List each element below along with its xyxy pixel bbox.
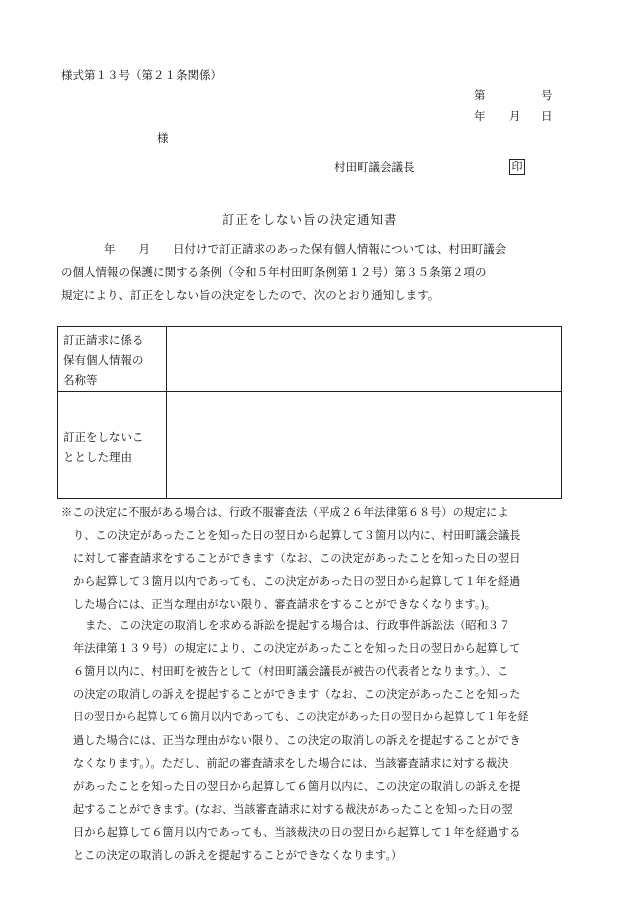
- note-line: した場合には、正当な理由がない限り、審査請求をすることができなくなります。)。: [73, 598, 496, 611]
- row1-label: [63, 330, 144, 390]
- note-line: 年法律第１３９号）の規定により、この決定があったことを知った日の翌日から起算して: [73, 642, 521, 655]
- row1-label-line: 訂正請求に係る: [63, 333, 144, 347]
- date-month: 月: [509, 109, 521, 123]
- row2-label-line: 訂正をしないこ: [63, 430, 144, 444]
- intro-paragraph: [61, 238, 561, 307]
- intro-line: 年 月 日付けで訂正請求のあった保有個人情報については、村田町議会: [104, 242, 507, 256]
- date-year: 年: [474, 109, 486, 123]
- row1-label-line: 名称等: [63, 373, 98, 387]
- row1-label-line: 保有個人情報の: [63, 353, 144, 367]
- note-line: から起算して３箇月以内であっても、この決定があった日の翌日から起算して１年を経過: [73, 575, 521, 588]
- note-line: 過した場合には、正当な理由がない限り、この決定の取消しの訴えを提起することができ: [73, 734, 521, 747]
- note-line: なくなります。）。ただし、前記の審査請求をした場合には、当該審査請求に対する裁決: [73, 757, 509, 770]
- seal-mark: 印: [509, 159, 525, 175]
- table-divider: [166, 327, 167, 498]
- note-line: 起することができます。(なお、当該審査請求に対する裁決があったことを知った日の翌: [73, 803, 513, 816]
- document-title: 訂正をしない旨の決定通知書: [222, 212, 398, 227]
- note-lawsuit: [61, 614, 528, 867]
- note-line: また、この決定の取消しを求める訴訟を提起する場合は、行政事件訴訟法（昭和３７: [85, 619, 511, 632]
- note-line: ※この決定に不服がある場合は、行政不服審査法（平成２６年法律第６８号）の規定によ: [61, 506, 509, 519]
- row2-label: [63, 427, 144, 467]
- info-table: [57, 326, 562, 499]
- note-line: とこの決定の取消しの訴えを提起することができなくなります。）: [73, 849, 403, 862]
- intro-line: の個人情報の保護に関する条例（令和５年村田町条例第１２号）第３５条第２項の: [61, 265, 487, 279]
- number-suffix: 号: [541, 88, 553, 102]
- date-day: 日: [541, 109, 553, 123]
- form-number: 様式第１３号（第２１条関係）: [61, 68, 222, 82]
- note-line: 日の翌日から起算して６箇月以内であっても、この決定があった日の翌日から起算して１年を経: [73, 711, 529, 723]
- note-appeal: [61, 501, 520, 616]
- intro-line: 規定により、訂正をしない旨の決定をしたので、次のとおり通知します。: [61, 288, 440, 302]
- note-line: ６箇月以内に、村田町を被告として（村田町議会議長が被告の代表者となります。）、こ: [73, 665, 509, 678]
- addressee-suffix: 様: [157, 131, 169, 145]
- note-line: の決定の取消しの訴えを提起することができます（なお、この決定があったことを知った: [73, 688, 521, 701]
- number-prefix: 第: [474, 88, 486, 102]
- note-line: 日から起算して６箇月以内であっても、当該裁決の日の翌日から起算して１年を経過する: [73, 826, 521, 839]
- row2-label-line: ととした理由: [63, 450, 132, 464]
- issuer: 村田町議会議長: [334, 160, 415, 174]
- note-line: り、この決定があったことを知った日の翌日から起算して３箇月以内に、村田町議会議長: [73, 529, 521, 542]
- note-line: があったことを知った日の翌日から起算して６箇月以内に、この決定の取消しの訴えを提: [73, 780, 521, 793]
- note-line: に対して審査請求をすることができます（なお、この決定があったことを知った日の翌日: [73, 552, 521, 565]
